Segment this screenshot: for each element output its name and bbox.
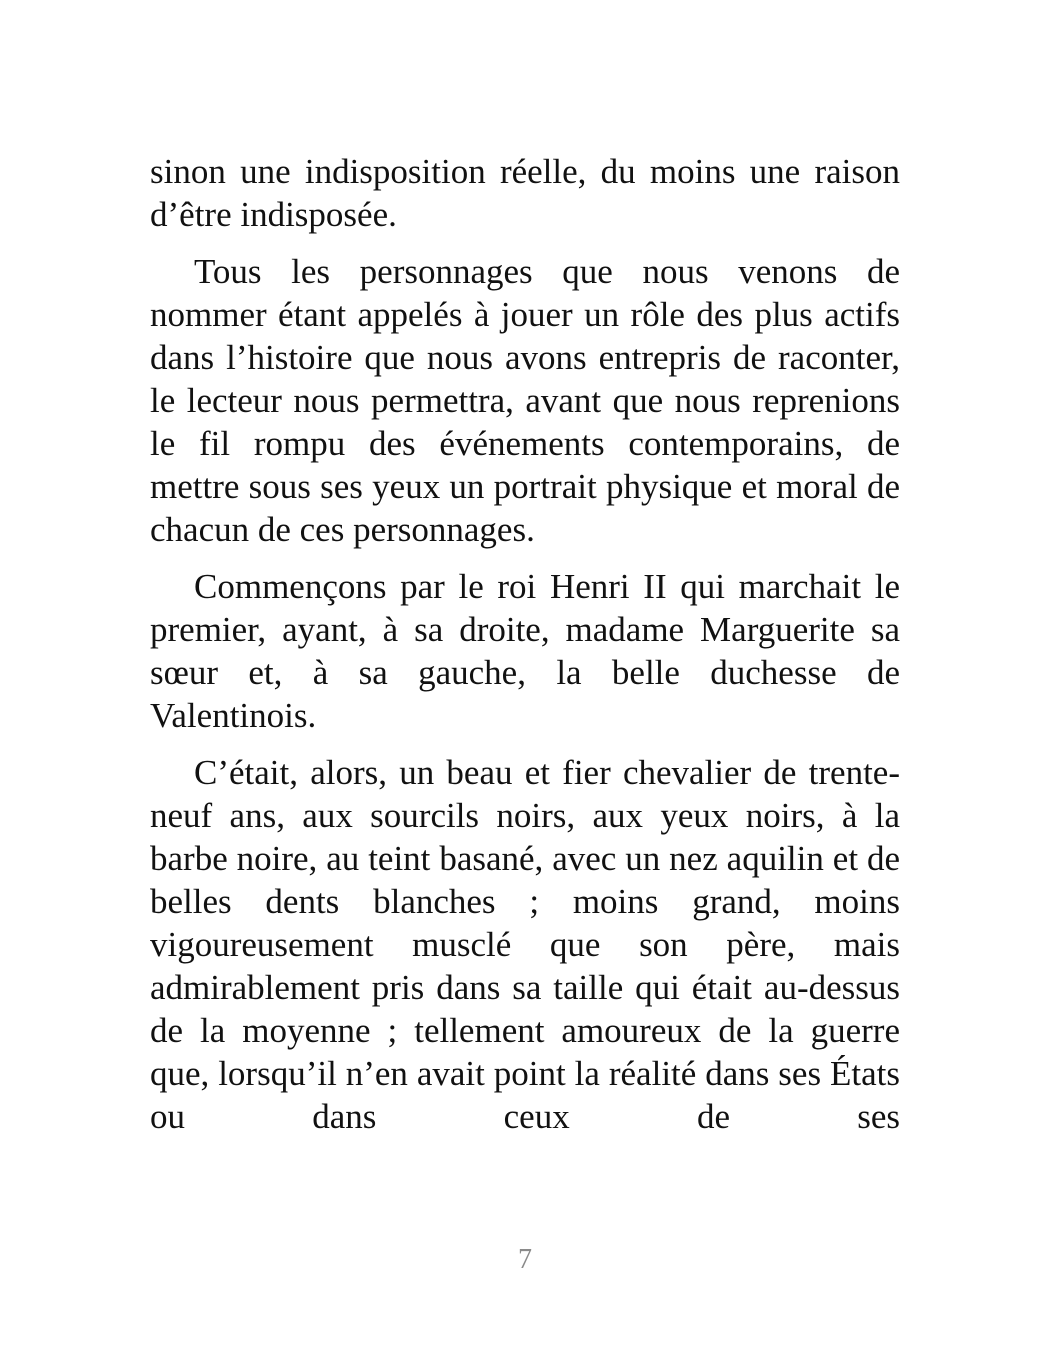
paragraph-1: sinon une indisposition réelle, du moins une raison d’être indisposée. <box>150 152 900 234</box>
body-text <box>150 150 900 1152</box>
paragraph-2: Tous les personnages que nous venons de nommer étant appelés à jouer un rôle des plus actifs dans l’histoire que nous avons entrepris de raconter, le lecteur nous permettra, avant que nous reprenions le fil rompu des événements contemporains, de mettre sous ses yeux un portrait physique et moral de chacun de ces personnages. <box>150 252 900 549</box>
page-number: 7 <box>518 1244 532 1275</box>
paragraph-3: Commençons par le roi Henri II qui marchait le premier, ayant, à sa droite, madame Marguerite sa sœur et, à sa gauche, la belle duchesse de Valentinois. <box>150 567 900 735</box>
paragraph-4: C’était, alors, un beau et fier chevalier de trente-neuf ans, aux sourcils noirs, aux yeux noirs, à la barbe noire, au teint basané, avec un nez aquilin et de belles dents blanches ; moins grand, moins vigoureusement musclé que son père, mais admirablement pris dans sa taille qui était au-dessus de la moyenne ; tellement amoureux de la guerre que, lorsqu’il n’en avait point la réalité dans ses États ou dans ceux de ses <box>150 753 900 1136</box>
